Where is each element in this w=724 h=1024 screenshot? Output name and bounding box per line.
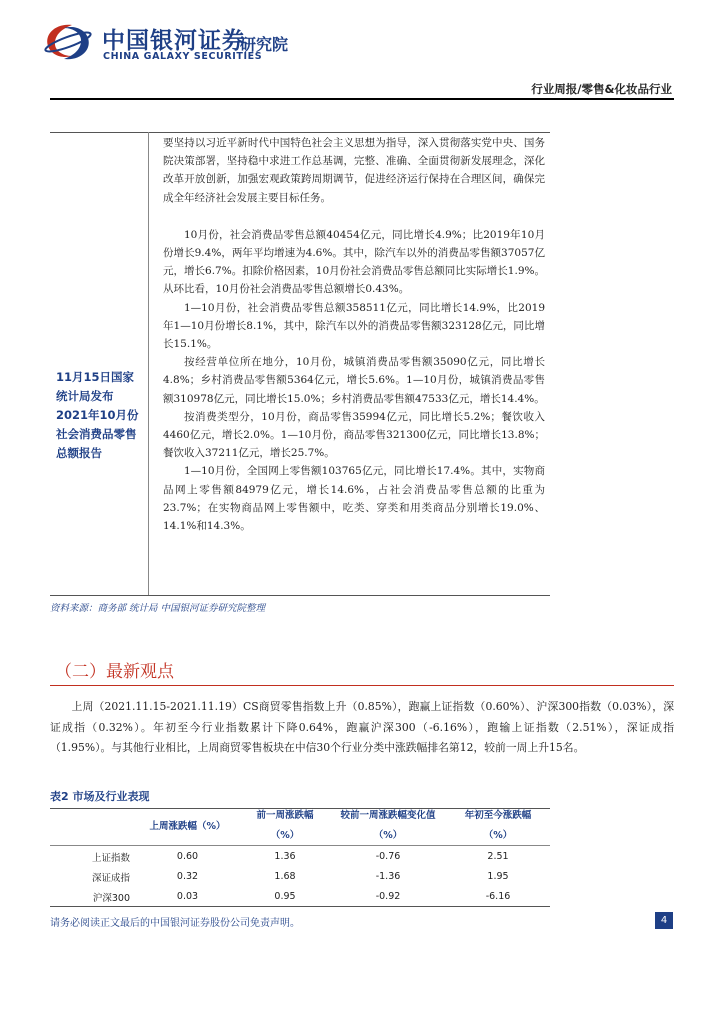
header-divider [50, 98, 674, 100]
table2-cell: -1.36 [375, 871, 401, 882]
brand-subtitle: 研究院 [240, 35, 289, 54]
industry-label: 行业周报/零售&化妆品行业 [531, 82, 672, 96]
table1-row-label: 11月15日国家统计局发布2021年10月份社会消费品零售总额报告 [56, 370, 139, 460]
table2-row-name: 沪深300 [92, 893, 130, 904]
page-number: 4 [655, 912, 673, 929]
table2-cell: 0.95 [274, 891, 296, 902]
table1-paragraph: 按消费类型分，10月份，商品零售35994亿元，同比增长5.2%；餐饮收入4460亿元，增长2.0%。1—10月份，商品零售321300亿元，同比增长13.8%；餐饮收入37211亿元，增长25.7%。 [163, 410, 545, 460]
table2-cell: -0.92 [375, 891, 401, 902]
table2-header-line1: 较前一周涨跌幅变化值 [340, 810, 436, 821]
galaxy-logo-icon [42, 22, 94, 62]
table1-paragraph: 10月份，社会消费品零售总额40454亿元，同比增长4.9%；比2019年10月份增长9.4%，两年平均增速为4.6%。其中，除汽车以外的消费品零售额37057亿元，增长6.7%。扣除价格因素，10月份社会消费品零售总额同比实际增长1.9%。从环比看，10月份社会消费品零售总额增长0.43%。 [163, 228, 545, 296]
table2-cell: -0.76 [375, 851, 401, 862]
table2-header-ytd [446, 805, 550, 847]
table2-cell: 1.68 [274, 871, 296, 882]
table2-header-prev-week [235, 805, 335, 847]
section-title: （二）最新观点 [55, 662, 174, 682]
table2-header-line2: （%） [373, 830, 403, 841]
table2-header-divider [50, 845, 550, 846]
section-paragraph-text: 上周（2021.11.15-2021.11.19）CS商贸零售指数上升（0.85%），跑赢上证指数（0.60%）、沪深300指数（0.03%），深证成指（0.32%）。年初至今行业指数累计下降0.64%，跑赢沪深300（-6.16%），跑输上证指数（2.51%），深证成指（1.95%）。与其他行业相比，上周商贸零售板块在中信30个行业分类中涨跌幅排名第12，较前一周上升15名。 [50, 700, 674, 754]
table1-source: 资料来源：商务部 统计局 中国银河证券研究院整理 [50, 603, 266, 614]
table1-paragraph: 按经营单位所在地分，10月份，城镇消费品零售额35090亿元，同比增长4.8%；乡村消费品零售额5364亿元，增长5.6%。1—10月份，城镇消费品零售额310978亿元，同比增长15.0%；乡村消费品零售额47533亿元，增长14.4%。 [163, 356, 545, 405]
footer-disclaimer: 请务必阅读正文最后的中国银河证券股份公司免责声明。 [50, 918, 300, 929]
table2-cell: 1.36 [274, 851, 296, 862]
table2-header-change [333, 805, 443, 847]
table2-cell: 0.32 [176, 871, 199, 882]
table2-header-line2: （%） [483, 830, 513, 841]
table2-cell: 0.03 [176, 891, 199, 902]
table1-bottom-border [50, 595, 550, 596]
section-paragraph [50, 697, 674, 759]
table1-intro: 要坚持以习近平新时代中国特色社会主义思想为指导，深入贯彻落实党中央、国务院决策部署，坚持稳中求进工作总基调，完整、准确、全面贯彻新发展理念，深化改革开放创新，加强宏观政策跨周期调节，促进经济运行保持在合理区间，确保完成全年经济社会发展主要目标任务。 [163, 137, 545, 204]
table2-header-last-week [140, 816, 235, 838]
table2-cell: 2.51 [487, 851, 509, 862]
section-divider [50, 685, 674, 686]
brand-name-en: CHINA GALAXY SECURITIES [103, 51, 263, 62]
table1-top-border [50, 132, 550, 133]
table2-row-name: 上证指数 [91, 853, 130, 864]
table2-header-line1: 前一周涨跌幅 [256, 810, 314, 821]
table1-paragraph: 1—10月份，全国网上零售额103765亿元，同比增长17.4%。其中，实物商品网上零售额84979亿元，增长14.6%，占社会消费品零售总额的比重为23.7%；在实物商品网上零售额中，吃类、穿类和用类商品分别增长19.0%、14.1%和14.3%。 [163, 465, 545, 533]
table2-cell: -6.16 [485, 891, 511, 902]
table2-row-name: 深证成指 [91, 873, 130, 884]
table2-header-line1: 上周涨跌幅（%） [149, 821, 226, 832]
table1-paragraph: 1—10月份，社会消费品零售总额358511亿元，同比增长14.9%，比2019年1—10月份增长8.1%，其中，除汽车以外的消费品零售额323128亿元，同比增长15.1%。 [163, 301, 545, 351]
table1-body [163, 134, 545, 535]
table2-header-line2: （%） [270, 830, 300, 841]
table2-cell: 0.60 [176, 851, 199, 862]
table2-header-line1: 年初至今涨跌幅 [464, 810, 532, 821]
brand-name-cn: 中国银河证券 [102, 28, 246, 54]
table2-cell: 1.95 [487, 871, 509, 882]
table2-title: 表2 市场及行业表现 [50, 790, 150, 803]
table1-column-divider [148, 132, 149, 595]
table2-bottom-border [50, 906, 550, 907]
